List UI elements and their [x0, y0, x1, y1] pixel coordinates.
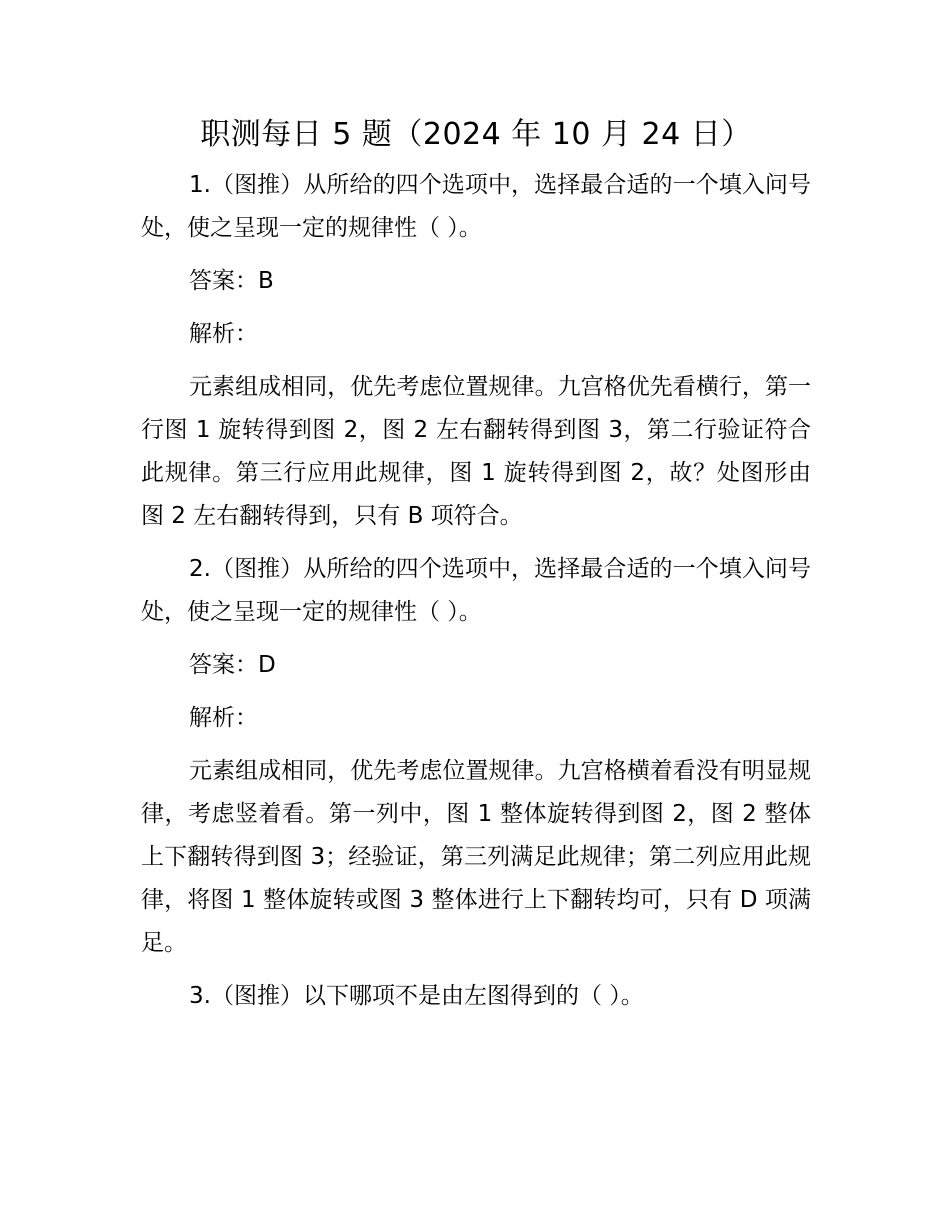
document-page	[141, 112, 811, 1028]
page-title: 职测每日 5 题（2024 年 10 月 24 日）	[200, 117, 752, 152]
question-1-analysis-label: 解析：	[189, 321, 258, 347]
question-2-answer: 答案：D	[189, 652, 276, 678]
question-2-stem: 2.（图推）从所给的四个选项中，选择最合适的一个填入问号处，使之呈现一定的规律性（ ）。	[141, 556, 811, 625]
question-2-analysis-label: 解析：	[189, 705, 258, 731]
question-1-answer: 答案：B	[189, 268, 274, 294]
question-1-stem: 1.（图推）从所给的四个选项中，选择最合适的一个填入问号处，使之呈现一定的规律性（ ）。	[141, 172, 811, 241]
question-3-stem: 3.（图推）以下哪项不是由左图得到的（ ）。	[189, 983, 644, 1009]
question-1-analysis: 元素组成相同，优先考虑位置规律。九宫格优先看横行，第一行图 1 旋转得到图 2，图 2 左右翻转得到图 3，第二行验证符合此规律。第三行应用此规律，图 1 旋转得到图 2，故？处图形由图 2 左右翻转得到，只有 B 项符合。	[141, 374, 811, 529]
question-2-analysis: 元素组成相同，优先考虑位置规律。九宫格横着看没有明显规律，考虑竖着看。第一列中，图 1 整体旋转得到图 2，图 2 整体上下翻转得到图 3；经验证，第三列满足此规律；第二列应用此规律，将图 1 整体旋转或图 3 整体进行上下翻转均可，只有 D 项满足。	[141, 758, 811, 956]
